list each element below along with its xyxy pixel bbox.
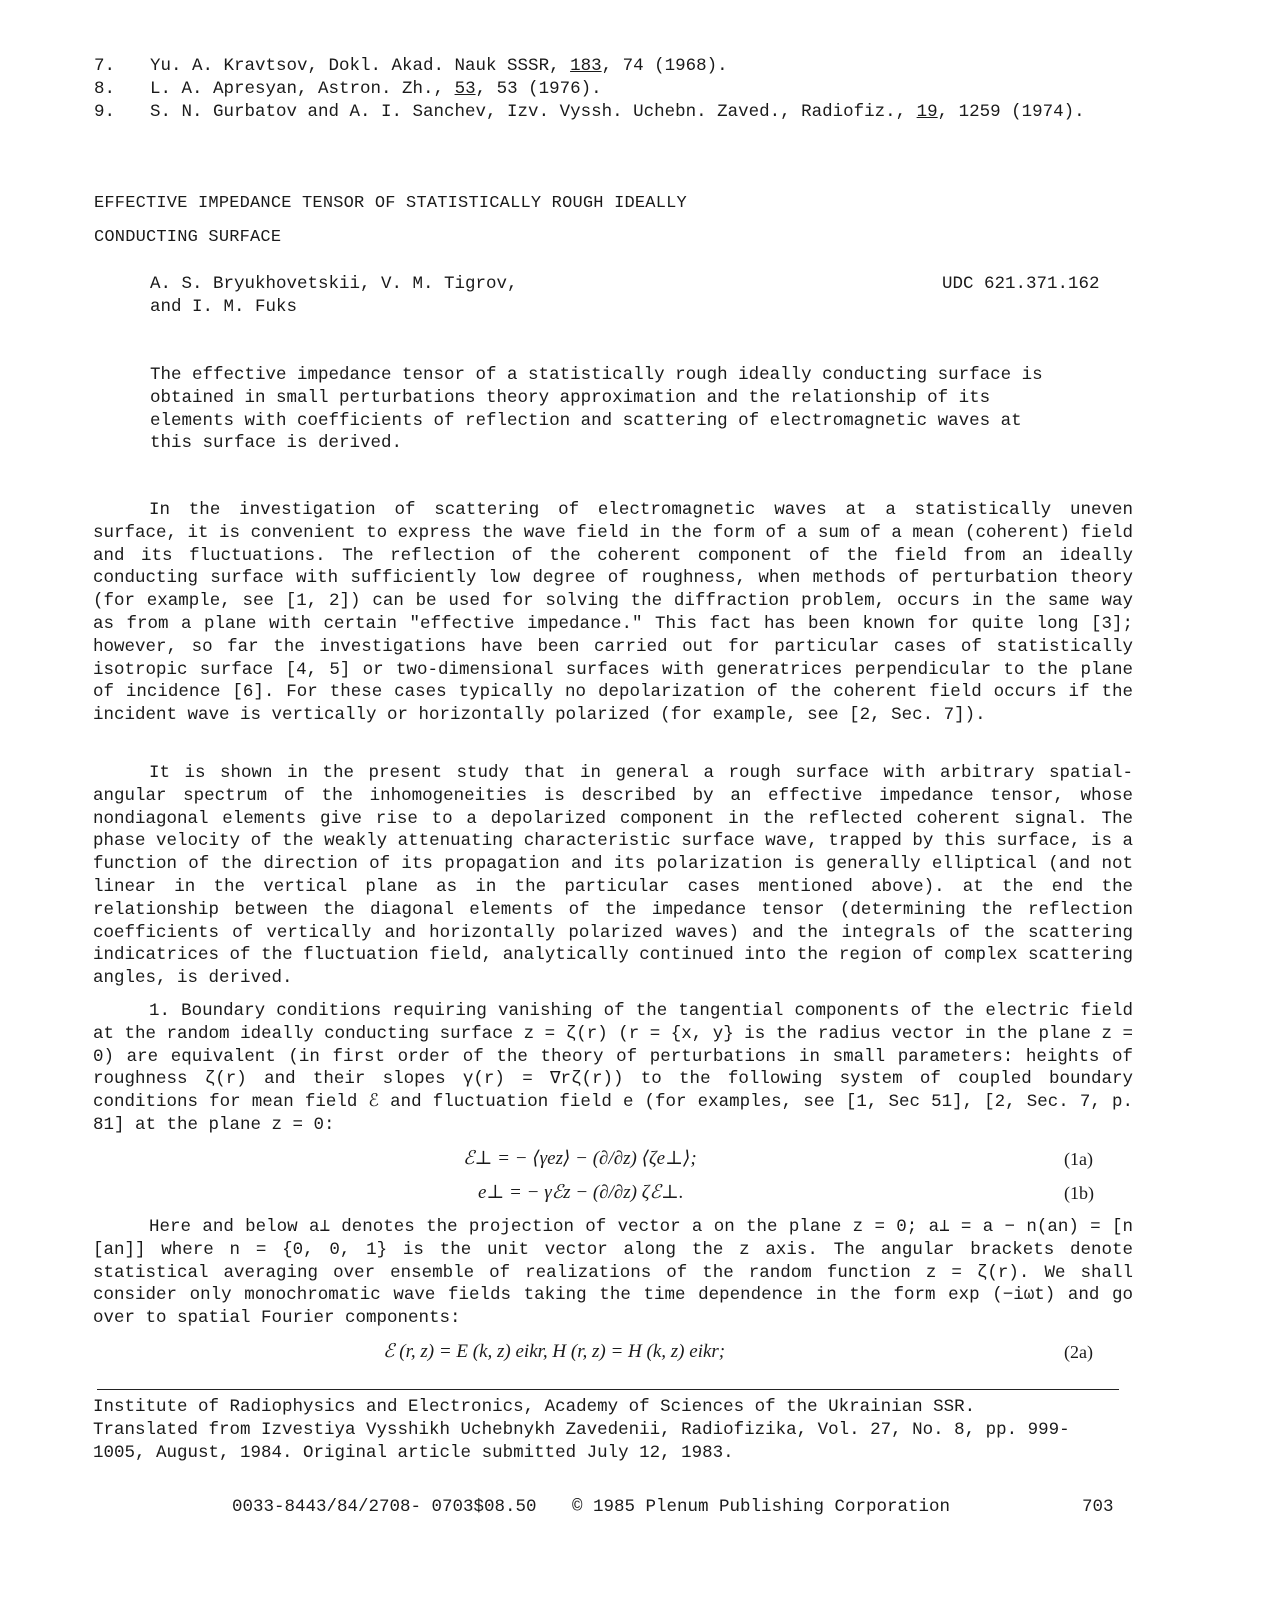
body-paragraph-2: It is shown in the present study that in general a rough surface with arbitrary spatial-angular spectrum of the inhomogeneities is described by an effective impedance tensor, whose nondiagonal elements give rise to a depolarized component in the reflected coherent signal. The phase velocity of the weakly attenuating characteristic surface wave, trapped by this surface, is a function of the direction of its propagation and its polarization is generally elliptical (and not linear in the vertical plane as in the particular cases mentioned above). at the end the relationship between the diagonal elements of the impedance tensor (determining the reflection coefficients of vertically and horizontally polarized waves) and the integrals of the scattering indicatrices of the fluctuation field, analytically continued into the region of complex scattering angles, is derived. <box>93 763 1133 989</box>
footnote-translation-continued: 1005, August, 1984. Original article submitted July 12, 1983. <box>93 1443 734 1463</box>
reference-item: 9. S. N. Gurbatov and A. I. Sanchev, Izv. Vyssh. Uchebn. Zaved., Radiofiz., 19, 1259 (1974). <box>94 102 1085 122</box>
reference-item: 8. L. A. Apresyan, Astron. Zh., 53, 53 (1976). <box>94 79 602 99</box>
abstract: The effective impedance tensor of a statistically rough ideally conducting surface is obtained in small perturbations theory approximation and the relationship of its elements with coefficients of reflection and scattering of electromagnetic waves at this surface is derived. <box>150 365 1043 454</box>
equation-1b: e⊥ = − γℰz − (∂/∂z) ζℰ⊥. <box>478 1182 684 1203</box>
footnote-divider <box>97 1389 1119 1390</box>
body-paragraph-4: Here and below a⊥ denotes the projection of vector a on the plane z = 0; a⊥ = a − n(an) = [n [an]] where n = {0, 0, 1} is the unit vector along the z axis. The angular brackets denote statistical averaging over ensemble of realizations of the random function z = ζ(r). We shall consider only monochromatic wave fields taking the time dependence in the form exp (−iωt) and go over to spatial Fourier components: <box>93 1217 1133 1329</box>
body-paragraph-3: 1. Boundary conditions requiring vanishing of the tangential components of the electric field at the random ideally conducting surface z = ζ(r) (r = {x, y} is the radius vector in the plane z = 0) are equivalent (in first order of the theory of perturbations in small parameters: heights of roughness ζ(r) and their slopes γ(r) = ∇rζ(r)) to the following system of coupled boundary conditions for mean field ℰ and fluctuation field e (for examples, see [1, Sec 51], [2, Sec. 7, p. 81] at the plane z = 0: <box>93 1001 1133 1135</box>
article-title: EFFECTIVE IMPEDANCE TENSOR OF STATISTICALLY ROUGH IDEALLY <box>94 194 687 213</box>
reference-number: 9. <box>94 102 116 122</box>
reference-number: 8. <box>94 79 116 99</box>
equation-1a: ℰ⊥ = − ⟨γez⟩ − (∂/∂z) ⟨ζe⊥⟩; <box>463 1148 697 1169</box>
reference-item: 7. Yu. A. Kravtsov, Dokl. Akad. Nauk SSSR, 183, 74 (1968). <box>94 56 728 76</box>
footnote-translation: Translated from Izvestiya Vysshikh Uchebnykh Zavedenii, Radiofizika, Vol. 27, No. 8, pp. 999- <box>93 1420 1070 1440</box>
article-title-continued: CONDUCTING SURFACE <box>94 228 282 247</box>
footer-copyright: © 1985 Plenum Publishing Corporation <box>572 1497 951 1517</box>
authors: A. S. Bryukhovetskii, V. M. Tigrov, <box>150 274 518 294</box>
footer-code: 0033-8443/84/2708- 0703$08.50 <box>232 1497 537 1517</box>
page-number: 703 <box>1082 1497 1114 1517</box>
equation-number-1a: (1a) <box>1064 1149 1093 1169</box>
body-paragraph-1: In the investigation of scattering of electromagnetic waves at a statistically uneven surface, it is convenient to express the wave field in the form of a sum of a mean (coherent) field and its fluctuations. The reflection of the coherent component of the field from an ideally conducting surface with sufficiently low degree of roughness, when methods of perturbation theory (for example, see [1, 2]) can be used for solving the diffraction problem, occurs in the same way as from a plane with certain "effective impedance." This fact has been known for quite long [3]; however, so far the investigations have been carried out for particular cases of statistically isotropic surface [4, 5] or two-dimensional surfaces with generatrices perpendicular to the plane of incidence [6]. For these cases typically no depolarization of the coherent field occurs if the incident wave is vertically or horizontally polarized (for example, see [2, Sec. 7]). <box>93 500 1133 726</box>
reference-number: 7. <box>94 56 116 76</box>
udc-code: UDC 621.371.162 <box>942 274 1100 294</box>
authors-continued: and I. M. Fuks <box>150 297 298 317</box>
equation-number-1b: (1b) <box>1064 1183 1094 1203</box>
equation-2a: ℰ (r, z) = E (k, z) eikr, H (r, z) = H (k, z) eikr; <box>383 1341 726 1362</box>
footnote-affiliation: Institute of Radiophysics and Electronics, Academy of Sciences of the Ukrainian SSR. <box>93 1397 976 1417</box>
equation-number-2a: (2a) <box>1064 1342 1093 1362</box>
